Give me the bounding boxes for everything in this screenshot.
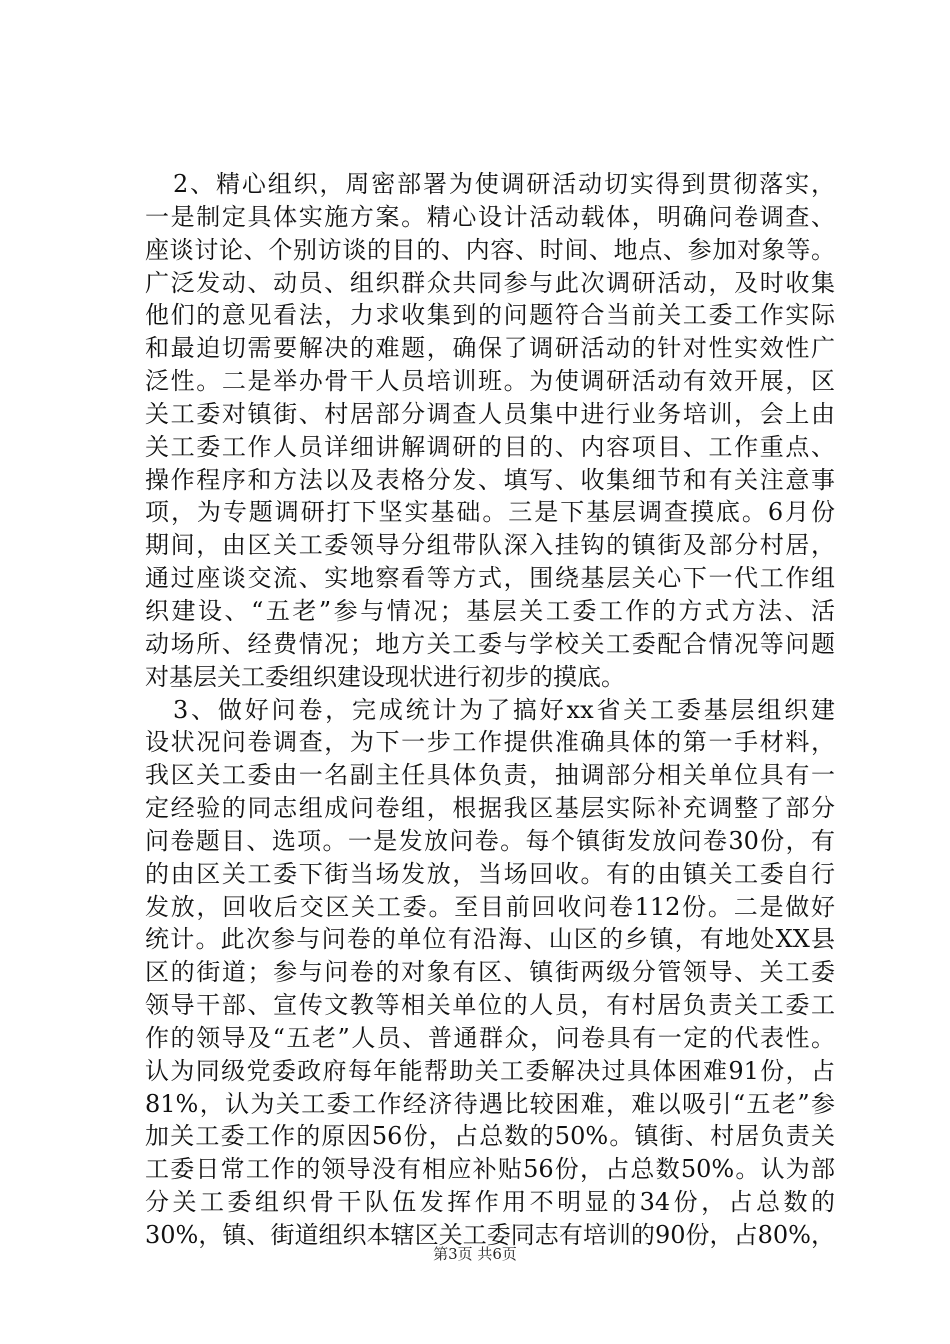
paragraph-line: 工委日常工作的领导没有相应补贴56份，占总数50%。认为部 xyxy=(145,1155,835,1184)
paragraph-line: 设状况问卷调查，为下一步工作提供准确具体的第一手材料， xyxy=(145,728,835,757)
paragraph-line: 项，为专题调研打下坚实基础。三是下基层调查摸底。6月份 xyxy=(145,498,835,527)
paragraph-line: 问卷题目、选项。一是发放问卷。每个镇街发放问卷30份，有 xyxy=(145,826,835,855)
paragraph-line: 分关工委组织骨干队伍发挥作用不明显的34份，占总数的 xyxy=(145,1188,835,1217)
paragraph-line: 发放，回收后交区关工委。至目前回收问卷112份。二是做好 xyxy=(145,892,835,921)
paragraph-line: 通过座谈交流、实地察看等方式，围绕基层关心下一代工作组 xyxy=(145,564,835,593)
paragraph-line: 统计。此次参与问卷的单位有沿海、山区的乡镇，有地处XX县 xyxy=(145,925,835,954)
paragraph-line: 座谈讨论、个别访谈的目的、内容、时间、地点、参加对象等。 xyxy=(145,235,835,264)
paragraph-line: 的由区关工委下街当场发放，当场回收。有的由镇关工委自行 xyxy=(145,859,835,888)
paragraph-line: 加关工委工作的原因56份，占总数的50%。镇街、村居负责关 xyxy=(145,1122,835,1151)
paragraph-line: 织建设、“五老”参与情况；基层关工委工作的方式方法、活 xyxy=(145,596,835,625)
paragraph-line: 期间，由区关工委领导分组带队深入挂钩的镇街及部分村居， xyxy=(145,531,835,560)
paragraph-line: 动场所、经费情况；地方关工委与学校关工委配合情况等问题 xyxy=(145,629,835,658)
paragraph-line: 关工委工作人员详细讲解调研的目的、内容项目、工作重点、 xyxy=(145,432,835,461)
paragraph-line: 一是制定具体实施方案。精心设计活动载体，明确问卷调查、 xyxy=(145,202,835,231)
paragraph-line: 对基层关工委组织建设现状进行初步的摸底。 xyxy=(145,662,625,691)
paragraph-line: 区的街道；参与问卷的对象有区、镇街两级分管领导、关工委 xyxy=(145,958,835,987)
paragraph-line: 30%，镇、街道组织本辖区关工委同志有培训的90份，占80%， xyxy=(145,1221,835,1249)
paragraph-line: 81%，认为关工委工作经济待遇比较困难，难以吸引“五老”参 xyxy=(145,1089,835,1118)
paragraph-line: 认为同级党委政府每年能帮助关工委解决过具体困难91份，占 xyxy=(145,1056,835,1085)
paragraph-line: 2、精心组织，周密部署为使调研活动切实得到贯彻落实， xyxy=(173,170,835,198)
paragraph-line: 广泛发动、动员、组织群众共同参与此次调研活动，及时收集 xyxy=(145,268,835,297)
paragraph-line: 作的领导及“五老”人员、普通群众，问卷具有一定的代表性。 xyxy=(145,1023,835,1052)
paragraph-line: 操作程序和方法以及表格分发、填写、收集细节和有关注意事 xyxy=(145,465,835,494)
paragraph-line: 和最迫切需要解决的难题，确保了调研活动的针对性实效性广 xyxy=(145,334,835,363)
paragraph-line: 泛性。二是举办骨干人员培训班。为使调研活动有效开展，区 xyxy=(145,367,835,396)
page-number-footer: 第3页 共6页 xyxy=(433,1245,517,1263)
paragraph-line: 领导干部、宣传文教等相关单位的人员，有村居负责关工委工 xyxy=(145,991,835,1020)
paragraph-line: 定经验的同志组成问卷组，根据我区基层实际补充调整了部分 xyxy=(145,794,835,823)
paragraph-line: 我区关工委由一名副主任具体负责，抽调部分相关单位具有一 xyxy=(145,761,835,790)
paragraph-line: 关工委对镇街、村居部分调查人员集中进行业务培训，会上由 xyxy=(145,399,835,428)
paragraph-line: 他们的意见看法，力求收集到的问题符合当前关工委工作实际 xyxy=(145,301,835,330)
paragraph-line: 3、做好问卷，完成统计为了搞好xx省关工委基层组织建 xyxy=(173,695,835,724)
body-text xyxy=(145,168,835,1252)
